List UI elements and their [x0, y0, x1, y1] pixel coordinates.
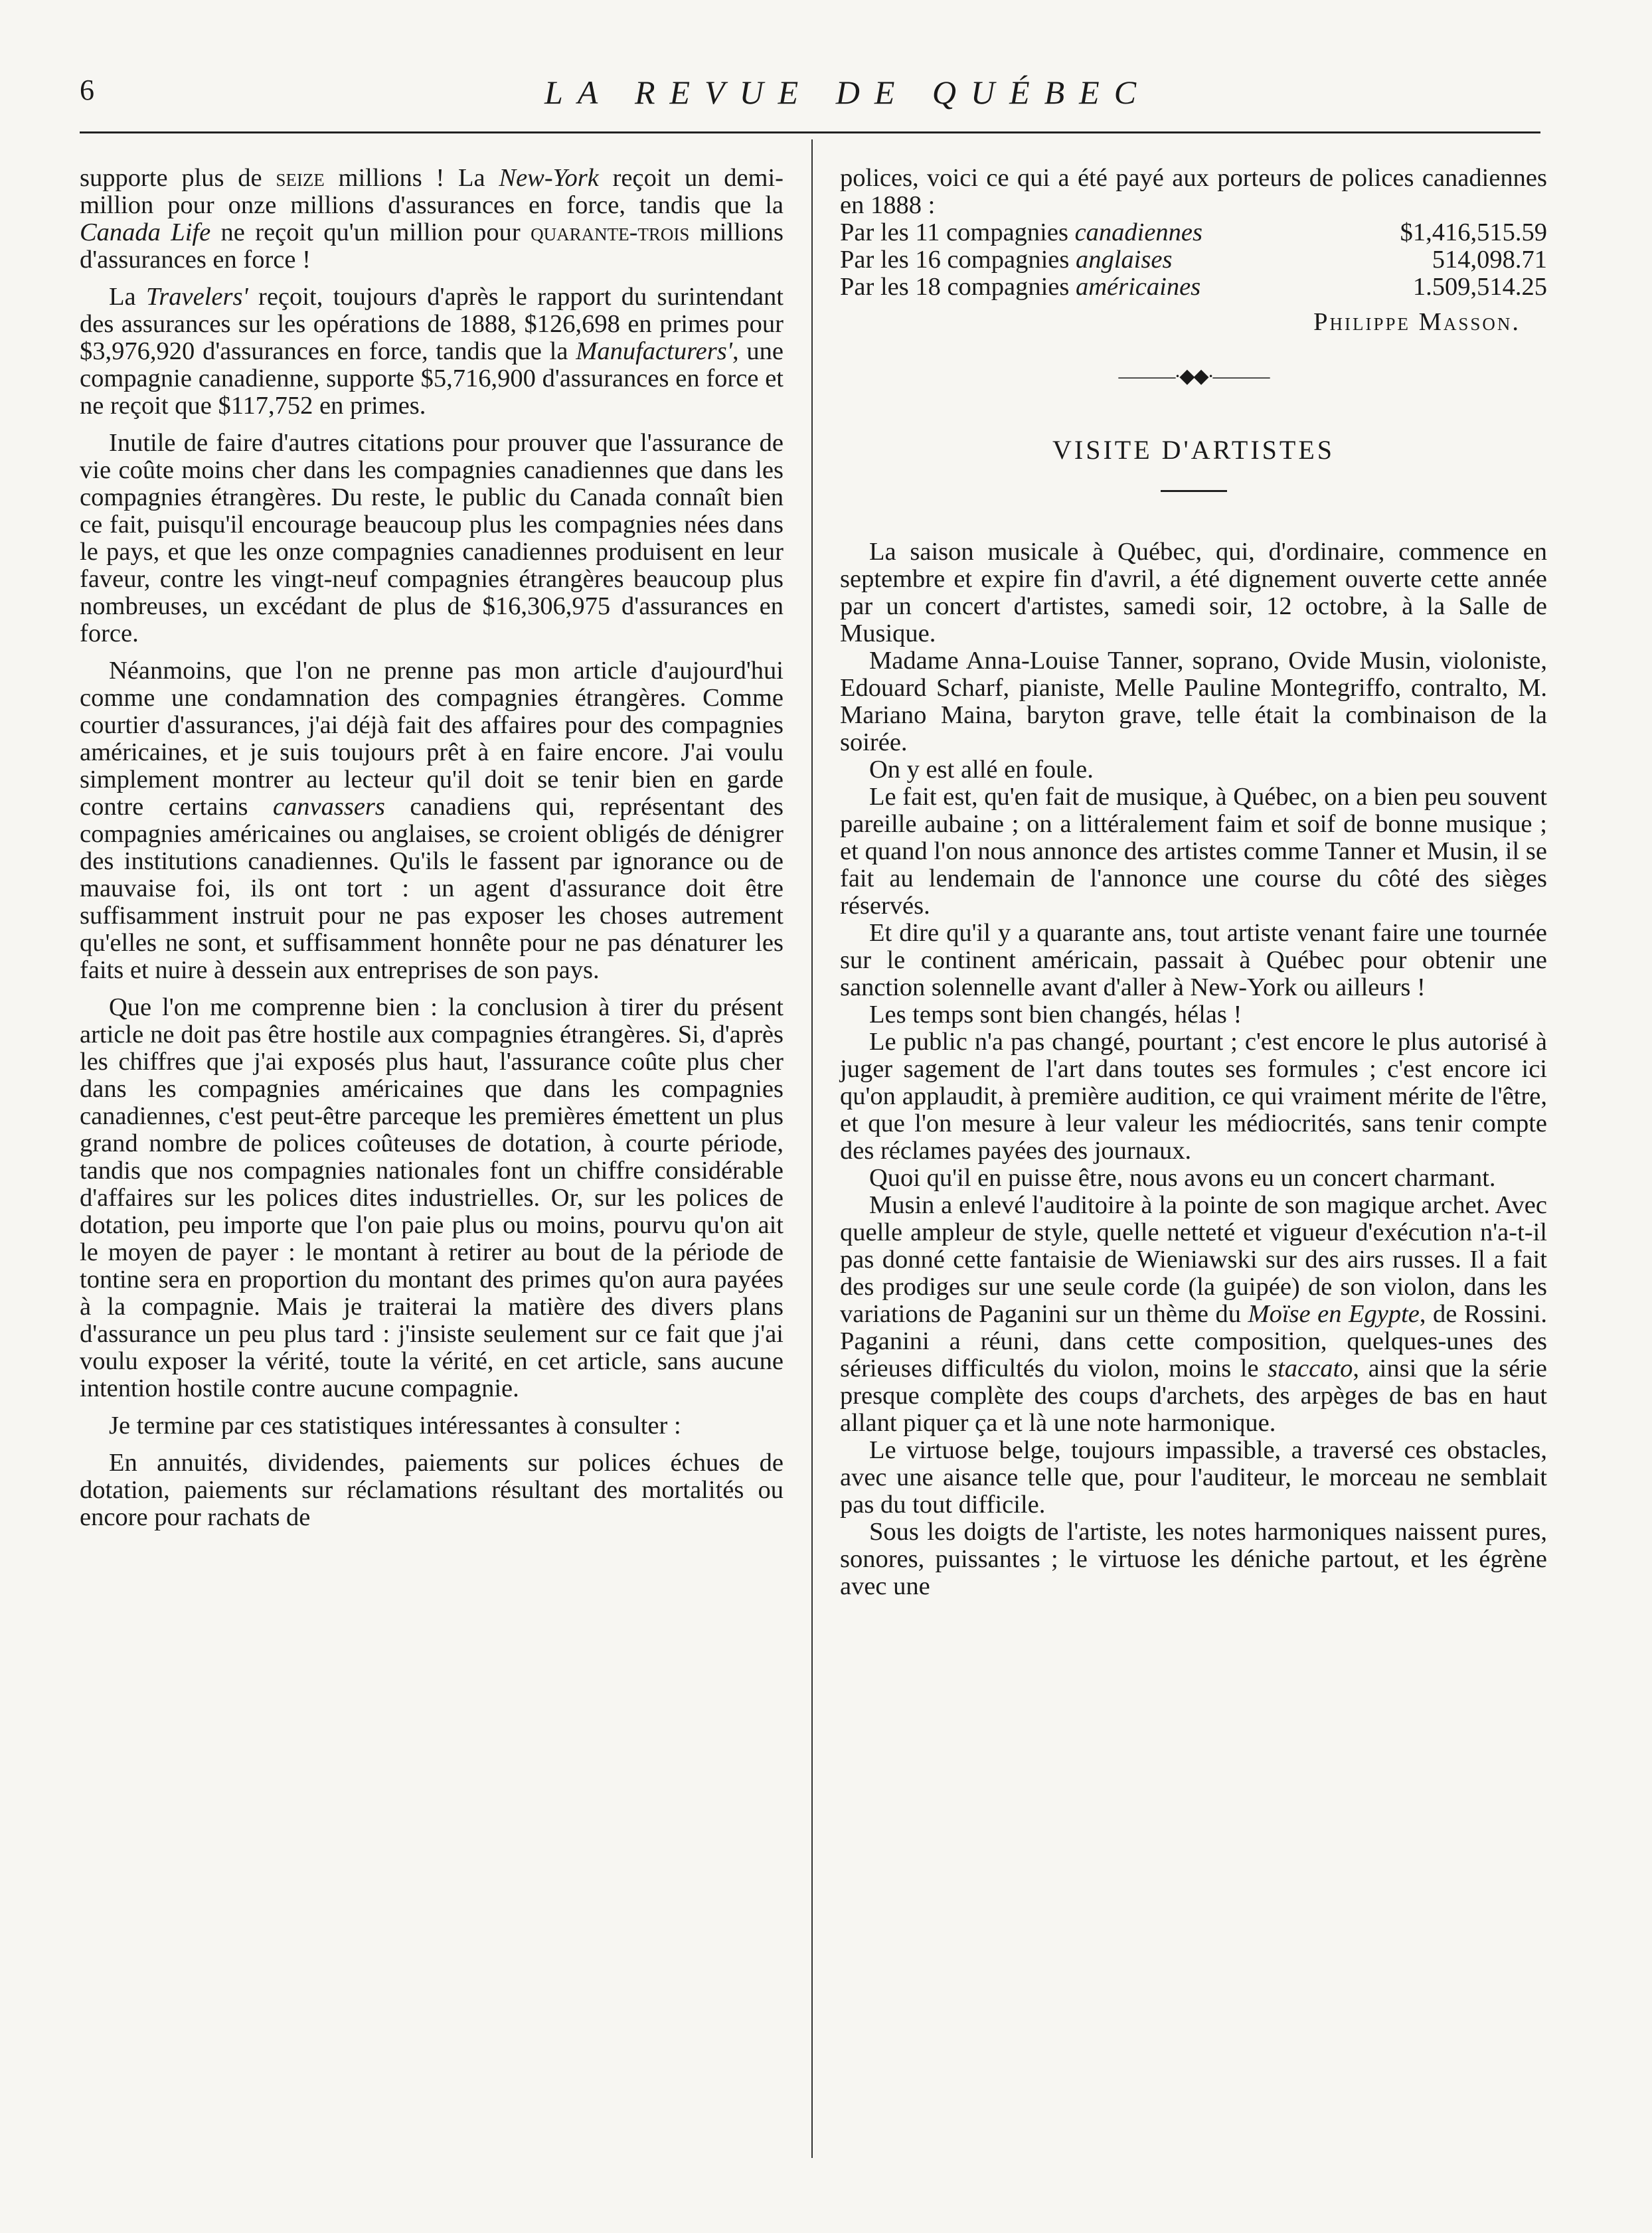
page-header	[80, 73, 1554, 120]
text-run: Musin a enlevé l'auditoire à la pointe de son magique archet. Avec quelle ampleur de style, quelle netteté et vigueur d'exécution n'a-t-il pas donné cette fantaisie de Wieniawski sur des airs russes. Il a fait des prodiges sur une seule corde (la guipée) de son violon, dans les variations de Paganini sur un thème du	[840, 1191, 1547, 1328]
paragraph	[80, 657, 784, 984]
paragraph: Je termine par ces statistiques intéressantes à consulter :	[109, 1412, 681, 1440]
table-row	[840, 274, 1547, 301]
text-run: Par les 11 compagnies	[840, 218, 1075, 246]
text-run: , une compagnie canadienne, supporte $5,716,900 d'assurances en force et ne reçoit que $117,752 en primes.	[80, 337, 784, 420]
left-column	[80, 165, 784, 1541]
page-number: 6	[80, 74, 94, 106]
italic-term: canadiennes	[1074, 218, 1203, 246]
amount: 1.509,514.25	[1412, 273, 1547, 301]
paragraph: Le public n'a pas changé, pourtant ; c'est encore le plus autorisé à juger sagement de l'art dans toutes ses formules ; c'est encore ici qu'on applaudit, à première audition, ce qui vraiment mérite de l'être, et que l'on mesure à leur valeur les médiocrités, sans tenir compte des réclames payées des journaux.	[840, 1028, 1547, 1165]
table-row	[840, 219, 1547, 246]
text-run: reçoit, toujours d'après le rapport du surintendant des assurances sur les opérations de 1888, $126,698 en primes pour $3,976,920 d'assurances en force, tandis que la	[80, 283, 784, 365]
table-cell	[840, 246, 1343, 274]
text-run: supporte plus de	[80, 164, 276, 192]
paragraph: Inutile de faire d'autres citations pour prouver que l'assurance de vie coûte moins cher dans les compagnies canadiennes que dans les compagnies étrangères. Du reste, le public du Canada connaît bien ce fait, puisqu'il encourage beaucoup plus les compagnies nées dans le pays, et que les onze compagnies canadiennes produisent en leur faveur, contre les vingt-neuf compagnies étrangères beaucoup plus nombreuses, un excédant de plus de $16,306,975 d'assurances en force.	[80, 429, 784, 647]
company-name: Travelers'	[145, 283, 248, 311]
text-run: La	[109, 283, 146, 311]
paragraph: Madame Anna-Louise Tanner, soprano, Ovide Musin, violoniste, Edouard Scharf, pianiste, Melle Pauline Montegriffo, contralto, M. Mariano Maina, baryton grave, telle était la combinaison de la soirée.	[840, 647, 1547, 756]
paragraph	[840, 1192, 1547, 1437]
amount: $1,416,515.59	[1400, 218, 1547, 246]
paragraph: Le fait est, qu'en fait de musique, à Québec, on a bien peu souvent pareille aubaine ; on a littéralement faim et soif de bonne musique ; et quand l'on nous annonce des artistes comme Tanner et Musin, il se fait au lendemain de l'annonce une course du côté des sièges réservés.	[840, 783, 1547, 920]
paragraph: polices, voici ce qui a été payé aux porteurs de polices canadiennes en 1888 :	[840, 164, 1547, 219]
work-title: Moïse en Egypte	[1248, 1300, 1420, 1328]
table-cell	[840, 274, 1343, 301]
text-run: canadiens qui, représentant des compagnies américaines ou anglaises, se croient obligés de dénigrer des institutions canadiennes. Qu'ils le fassent par ignorance ou de mauvaise foi, ils ont tort : un agent d'assurance doit être suffisamment instruit pour ne pas exposer les choses autrement qu'elles ne sont, et suffisamment honnête pour ne pas dénaturer les faits et nuire à dessein aux entreprises de son pays.	[80, 793, 784, 984]
column-divider	[811, 139, 813, 2158]
paragraph: Et dire qu'il y a quarante ans, tout artiste venant faire une tournée sur le continent américain, passait à Québec pour obtenir une sanction solennelle avant d'aller à New-York ou ailleurs !	[840, 919, 1547, 1001]
title-rule	[1161, 490, 1227, 492]
italic-term: staccato	[1268, 1355, 1353, 1382]
text-run: reçoit un demi-million pour onze millions d'assurances en force, tandis que la	[80, 164, 784, 219]
text-run: Par les 18 compagnies	[840, 273, 1076, 301]
company-name: Manufacturers'	[576, 337, 732, 365]
emphasis-small-caps: quarante-trois	[531, 218, 690, 246]
text-run: , de Rossini. Paganini a réuni, dans cette composition, quelques-unes des sérieuses difficultés du violon, moins le	[840, 1300, 1547, 1382]
section-ornament: ———·◆◆·———	[1118, 365, 1269, 387]
italic-term: canvassers	[272, 793, 385, 821]
paragraph: Quoi qu'il en puisse être, nous avons eu un concert charmant.	[869, 1164, 1496, 1192]
author-signature: Philippe Masson.	[1313, 308, 1521, 336]
statistics-table	[840, 219, 1547, 301]
company-name: Canada Life	[80, 218, 211, 246]
header-rule	[80, 131, 1540, 133]
text-run: , ainsi que la série presque complète des coups d'archets, des arpèges de bas en haut allant piquer ça et là une note harmonique.	[840, 1355, 1547, 1437]
company-name: New-York	[499, 164, 599, 192]
paragraph: Que l'on me comprenne bien : la conclusion à tirer du présent article ne doit pas être hostile aux compagnies étrangères. Si, d'après les chiffres que j'ai exposés plus haut, l'assurance coûte plus cher dans les compagnies américaines que dans les compagnies canadiennes, c'est peut-être parceque les premières émettent un plus grand nombre de polices coûteuses de dotation, à courte période, tandis que nos compagnies nationales font un chiffre considérable d'affaires sur les polices dites industrielles. Or, sur les polices de dotation, peu importe que l'on paie plus ou moins, pourvu qu'on ait le moyen de payer : le montant à retirer au bout de la période de tontine sera en proportion du montant des primes qu'on aura payées à la compagnie. Mais je traiterai la matière des divers plans d'assurance un peu plus tard : j'insiste seulement sur ce fait que j'ai voulu exposer la vérité, toute la vérité, en cet article, sans aucune intention hostile contre aucune compagnie.	[80, 993, 784, 1402]
right-column	[840, 165, 1547, 1600]
paragraph	[80, 165, 784, 274]
text-run: Par les 16 compagnies	[840, 246, 1076, 274]
text-run: millions d'assurances en force !	[80, 218, 784, 274]
table-cell	[840, 219, 1343, 246]
text-run: Néanmoins, que l'on ne prenne pas mon article d'aujourd'hui comme une condamnation des compagnies étrangères. Comme courtier d'assurances, j'ai déjà fait des affaires pour des compagnies américaines, et je suis toujours prêt à en faire encore. J'ai voulu simplement montrer au lecteur qu'il doit se tenir bien en garde contre certains	[80, 657, 784, 821]
table-row	[840, 246, 1547, 274]
running-title: LA REVUE DE QUÉBEC	[544, 74, 1151, 111]
text-run: ne reçoit qu'un million pour	[210, 218, 531, 246]
section-title: VISITE D'ARTISTES	[1052, 435, 1335, 465]
emphasis-small-caps: seize	[276, 164, 325, 192]
paragraph: Les temps sont bien changés, hélas !	[869, 1001, 1242, 1029]
text-run: Sous les doigts de l'artiste, les notes harmoniques naissent pures, sonores, puissantes ;	[840, 1518, 1547, 1573]
italic-term: anglaises	[1075, 246, 1173, 274]
paragraph: La saison musicale à Québec, qui, d'ordinaire, commence en septembre et expire fin d'avril, a été dignement ouverte cette année par un concert d'artistes, samedi soir, 12 octobre, à la Salle de Musique.	[840, 538, 1547, 647]
paragraph: On y est allé en foule.	[869, 756, 1094, 784]
text-run: le virtuose les déniche partout, et les égrène avec une	[840, 1545, 1547, 1600]
text-run: millions ! La	[324, 164, 499, 192]
italic-term: américaines	[1075, 273, 1201, 301]
paragraph: Le virtuose belge, toujours impassible, a traversé ces obstacles, avec une aisance telle que, pour l'auditeur, le morceau ne semblait pas du tout difficile.	[840, 1436, 1547, 1519]
paragraph	[840, 1519, 1547, 1600]
paragraph: En annuités, dividendes, paiements sur polices échues de dotation, paiements sur réclamations résultant des mortalités ou encore pour rachats de	[80, 1449, 784, 1531]
paragraph	[80, 284, 784, 420]
amount: 514,098.71	[1432, 246, 1547, 274]
